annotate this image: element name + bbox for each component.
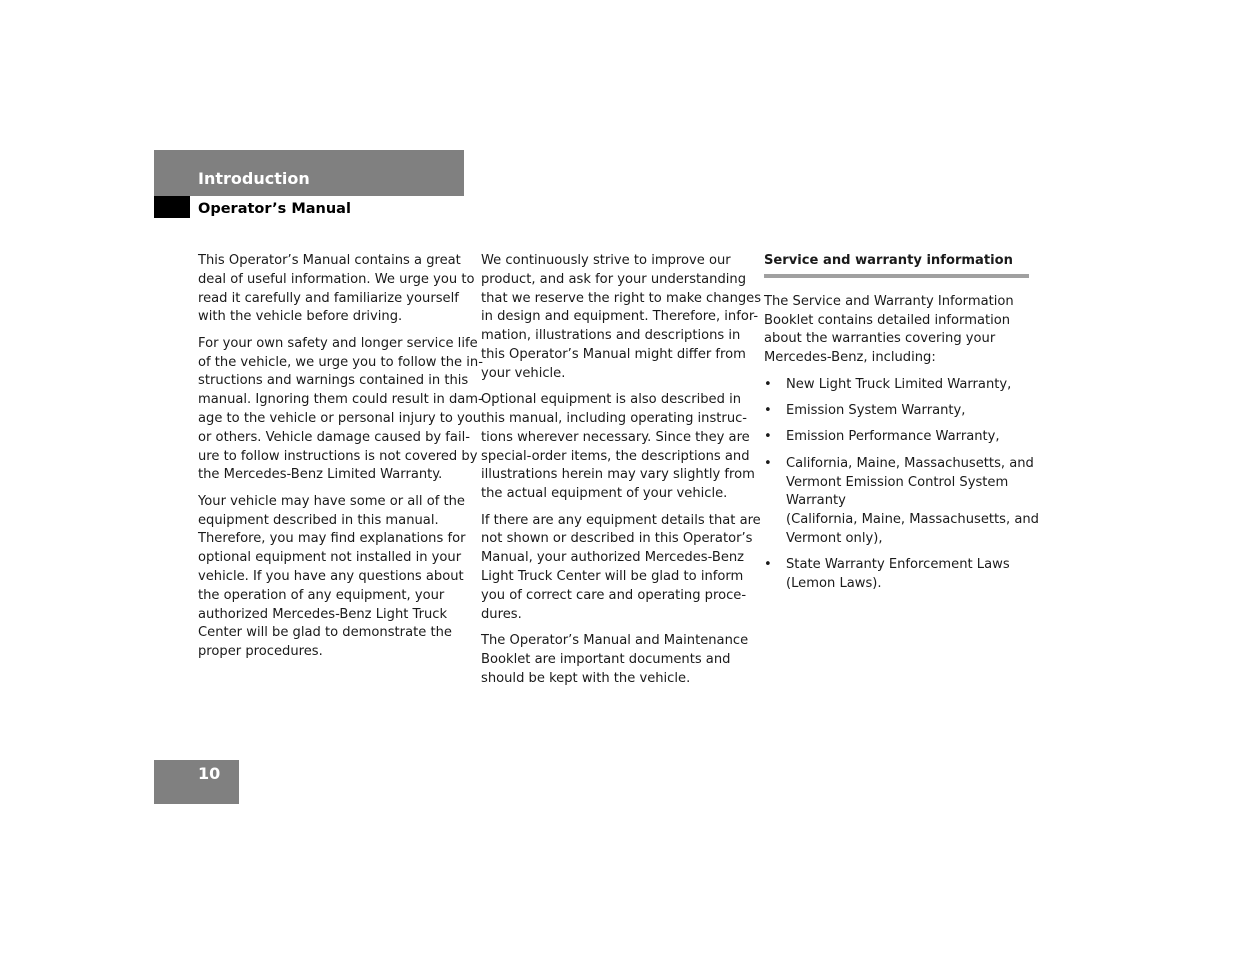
bullet-icon: • xyxy=(764,402,772,418)
paragraph: The Service and Warranty Information Booklet contains detailed information about the warranties covering your Mercedes-Benz, including: xyxy=(764,293,1014,366)
warranty-list xyxy=(764,376,1039,594)
paragraph: The Operator’s Manual and Maintenance Booklet are important documents and should be kept with the vehicle. xyxy=(481,632,749,686)
section-marker-block xyxy=(154,196,190,218)
chapter-title: Introduction xyxy=(198,169,310,188)
page-number-box xyxy=(154,760,239,804)
paragraph: We continuously strive to improve our product, and ask for your understanding that we reserve the right to make changes in design and equipment. Therefore, infor- mation, illustrations and descriptions in this Operator’s Manual might differ from your vehicle. xyxy=(481,253,762,381)
bullet-icon: • xyxy=(764,376,772,392)
list-item: • Emission Performance Warranty, xyxy=(764,428,1036,447)
section-title: Operator’s Manual xyxy=(198,201,351,217)
subsection-heading: Service and warranty information xyxy=(764,252,1029,278)
paragraph: Your vehicle may have some or all of the equipment described in this manual. Therefore, you may find explanations for optional equipment not installed in your vehicle. If you have any questions about the operation of any equipment, your authorized Mercedes-Benz Light Truck Center will be glad to demonstrate the proper procedures. xyxy=(198,493,466,660)
list-item: • Emission System Warranty, xyxy=(764,402,1036,421)
paragraph: Optional equipment is also described in this manual, including operating instruc- tions wherever necessary. Since they are special-order items, the descriptions and illustrations herein may vary slightly from the actual equipment of your vehicle. xyxy=(481,392,755,502)
page-number: 10 xyxy=(198,764,221,783)
paragraph: If there are any equipment details that are not shown or described in this Operator’s Manual, your authorized Mercedes-Benz Light Truck Center will be glad to inform you of correct care and operating proce- dures. xyxy=(481,512,761,622)
list-item: • New Light Truck Limited Warranty, xyxy=(764,376,1036,395)
text-column-1 xyxy=(198,252,483,670)
text-column-2 xyxy=(481,252,762,696)
paragraph: For your own safety and longer service life of the vehicle, we urge you to follow the in- structions and warnings contained in this manual. Ignoring them could result in dam- age to the vehicle or personal injury to you or others. Vehicle damage caused by fail- ure to follow instructions is not covered by the Mercedes-Benz Limited Warranty. xyxy=(198,335,483,483)
bullet-icon: • xyxy=(764,455,772,471)
bullet-icon: • xyxy=(764,557,772,573)
list-item: • State Warranty Enforcement Laws (Lemon Laws). xyxy=(764,557,1010,592)
paragraph: This Operator’s Manual contains a great deal of useful information. We urge you to read it carefully and familiarize yourself with the vehicle before driving. xyxy=(198,253,475,325)
bullet-icon: • xyxy=(764,429,772,445)
text-column-3 xyxy=(764,252,1039,602)
list-item: • California, Maine, Massachusetts, and Vermont Emission Control System Warranty (California, Maine, Massachusetts, and Vermont only), xyxy=(764,455,1039,546)
